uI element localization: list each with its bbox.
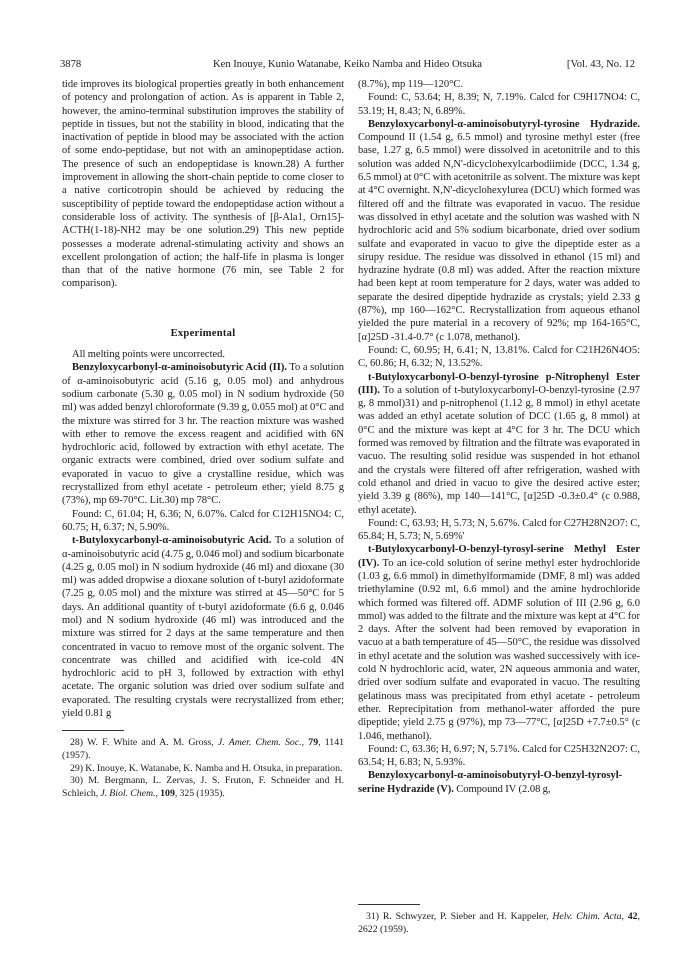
compound-hydrazide-title: Benzyloxycarbonyl-α-aminoisobutyryl-tyrosine Hydrazide. — [368, 118, 640, 130]
compound-III-paragraph — [358, 371, 640, 517]
compound-V-body: Compound IV (2.08 g, — [453, 783, 551, 795]
intro-paragraph: tide improves its biological properties greatly in both enhancement of potency and prolongation of action. As is apparent in Table 2, however, the amino-terminal substitution improves the stability of peptide in tissues, but not the stability in blood, indicating that the inactivation of peptide in blood may be associated with the action of some endo-peptidase, but not with an aminopeptidase action. The presence of such an endopeptidase is known.28) A further improvement in allowing the short-chain peptide to come closer to a native corticotropin should be achieved by reducing the susceptibility of peptide toward the endopeptidase action without a considerable loss of activity. The synthesis of [β-Ala1, Orn15]-ACTH(1-18)-NH2 may be one solution.29) This new peptide possesses a moderate adrenal-stimulating activity and shows an excellent prolongation of action; the half-life in plasma is longer than that of the native hormone (76 min, see Table 2 for comparison). — [62, 79, 344, 290]
compound-IV-title: t-Butyloxycarbonyl-O-benzyl-tyrosyl-serine Methyl Ester (IV). — [358, 544, 640, 569]
compound-IV-body: To an ice-cold solution of serine methyl ester hydrochloride (1.03 g, 6.6 mmol) in dimethylformamide (DMF, 8 ml) was added triethylamine (0.92 ml, 6.6 mmol) and the amine hydrochloride which formed was filtered off. ADMF solution of III (2.96 g, 6.0 mmol) was added to the filtrate and the mixture was kept at 4°C for 2 days. After the solvent had been removed by evaporation in vacuo at a bath temperature of 45—50°C, the residue was dissolved in ethyl acetate and the solution was washed successively with ice-cold N hydrochloric acid, water, 2N aqueous ammonia and water, dried over sodium sulfate and evaporated in vacuo. The resulting gelatinous mass was precipitated from ethyl acetate - petroleum ether. Reprecipitation from methanol-water afforded the pure dipeptide; yield 2.75 g (97%), mp 73—77°C, [α]25D +7.7±0.5° (c 1.046, methanol). — [358, 557, 640, 742]
footnote-rule — [62, 730, 124, 731]
compound-butyl-paragraph — [62, 534, 344, 720]
footnote-rule-right — [358, 904, 420, 905]
compound-III-body: To a solution of t-butyloxycarbonyl-O-benzyl-tyrosine (2.97 g, 8 mmol)31) and p-nitrophenol (1.12 g, 8 mmol) in ethyl acetate was added an ethyl acetate solution of DCC (1.65 g, 8 mmol) at 0°C and the mixture was kept at 4°C for 3 hr. The DCU which formed was removed by filtration and the filtrate was evaporated in vacuo. The resulting solid residue was suspended in hot ethanol and the crystals were filtered off after refrigeration, washed with cold ethanol and dried in vacuo to give the desired active ester; yield 3.39 g (86%), mp 140—141°C, [α]25D -0.3±0.4° (c 0.988, ethyl acetate). — [358, 384, 640, 516]
compound-hydrazide-body: Compound II (1.54 g, 6.5 mmol) and tyrosine methyl ester (free base, 1.27 g, 6.5 mmol) were dissolved in acetonitrile and to this solution was added N,N'-dicyclohexylcarbodiimide (DCC, 1.34 g, 6.5 mmol) at 0°C with acetonitrile as solvent. The mixture was kept at 4°C overnight. N,N'-dicyclohexylurea (DCU) which formed was filtered off and the filtrate was evaporated in vacuo. The residue was dissolved in ethyl acetate and the solution was washed with N hydrochloric acid and 5% sodium bicarbonate, dried over sodium sulfate and evaporated in vacuo to give the dipeptide ester as a sirupy residue. The residue was dissolved in ethanol (15 ml) and hydrazine hydrate (0.8 ml) was added. After the reaction mixture had been kept at room temperature for 2 days, water was added to separate the desired dipeptide hydrazide as crystals; yield 2.33 g (87%), mp 160—162°C. Recrystallization from aqueous ethanol yielded the pure material in a recovery of 92%; mp 164-165°C, [α]25D -31.4-0.7° (c 1.078, methanol). — [358, 132, 640, 343]
left-column — [62, 78, 344, 800]
compound-III-title: t-Butyloxycarbonyl-O-benzyl-tyrosine p-Nitrophenyl Ester (III). — [358, 371, 640, 396]
footnote-28: 28) W. F. White and A. M. Gross, J. Amer. Chem. Soc., 79, 1141 (1957). — [62, 737, 344, 761]
compound-II-paragraph — [62, 361, 344, 507]
compound-IV-found: Found: C, 63.36; H, 6.97; N, 5.71%. Calcd for C25H32N2O7: C, 63.54; H, 6.83; N, 5.93%. — [358, 743, 640, 769]
right-footnote-area — [358, 904, 640, 936]
compound-V-paragraph — [358, 769, 640, 796]
footnote-30: 30) M. Bergmann, L. Zervas, J. S. Fruton, F. Schneider and H. Schleich, J. Biol. Chem., 109, 325 (1935). — [62, 775, 344, 799]
compound-hydrazide-found: Found: C, 60.95; H, 6.41; N, 13.81%. Calcd for C21H26N4O5: C, 60.86; H, 6.32; N, 13.52%. — [358, 344, 640, 370]
footnote-31: 31) R. Schwyzer, P. Sieber and H. Kappeler, Helv. Chim. Acta, 42, 2622 (1959). — [358, 911, 640, 935]
compound-II-title: Benzyloxycarbonyl-α-aminoisobutyric Acid (II). — [72, 362, 287, 374]
running-authors: Ken Inouye, Kunio Watanabe, Keiko Namba and Hideo Otsuka — [212, 59, 483, 70]
compound-V-title: Benzyloxycarbonyl-α-aminoisobutyryl-O-benzyl-tyrosyl-serine Hydrazide (V). — [358, 770, 623, 795]
right-column — [358, 78, 640, 796]
page-header — [60, 57, 635, 73]
compound-II-body: To a solution of α-aminoisobutyric acid (5.16 g, 0.05 mol) and anhydrous sodium carbonate (5.30 g, 0.05 mol) in N sodium hydroxide (50 ml) was added benzyl chloroformate (9.39 g, 0.055 mol) at 0°C and the mixture was stirred for 3 hr. The reaction mixture was washed with ether to remove the excess reagent and acidified with 6N hydrochloric acid, followed by extraction with ethyl acetate. The organic extracts were combined, dried over sodium sulfate and evaporated in vacuo to give a crystalline residue, which was recrystallized from ethyl acetate - petroleum ether; yield 8.75 g (73%), mp 69-70°C. Lit.30) mp 78°C. — [62, 362, 345, 507]
melting-note: All melting points were uncorrected. — [72, 349, 226, 361]
compound-butyl-title: t-Butyloxycarbonyl-α-aminoisobutyric Acid. — [72, 535, 272, 547]
compound-butyl-body: To a solution of α-aminoisobutyric acid (4.75 g, 0.046 mol) and sodium bicarbonate (4.25 g, 0.05 mol) in N sodium hydroxide (46 ml) and dioxane (30 ml) was added dropwise a dioxane solution of t-butyl azidoformate (7.25 g, 0.05 mol) and the mixture was stirred at 45—50°C for 5 days. An additional quantity of t-butyl azidoformate (6.6 g, 0.046 mol) and N sodium hydroxide (46 ml) was introduced and the mixture was stirred for 2 days at the same temperature and then concentrated in vacuo to remove most of the organic solvent. The concentrate was chilled and acidified with ice-cold 4N hydrochloric acid to pH 3, followed by extraction with ethyl acetate. The organic solution was dried over sodium sulfate and evaporated. The resulting crystals were recrystallized from ether; yield 0.81 g — [62, 535, 344, 720]
section-heading: Experimental — [170, 327, 236, 339]
continuation-line: (8.7%), mp 119—120°C. — [358, 79, 463, 90]
compound-III-found: Found: C, 63.93; H, 5.73; N, 5.67%. Calcd for C27H28N2O7: C, 65.84; H, 5.73; N, 5.69%' — [358, 517, 640, 543]
found-1: Found: C, 53.64; H, 8.39; N, 7.19%. Calcd for C9H17NO4: C, 53.19; H, 8.43; N, 6.89%. — [358, 92, 640, 117]
compound-hydrazide-paragraph — [358, 118, 640, 344]
compound-IV-paragraph — [358, 543, 640, 742]
volume-info: [Vol. 43, No. 12 — [566, 59, 635, 70]
compound-II-found: Found: C, 61.04; H, 6.36; N, 6.07%. Calcd for C12H15NO4: C, 60.75; H, 6.37; N, 5.90%. — [62, 508, 344, 533]
page-number: 3878 — [60, 59, 82, 70]
footnote-29: 29) K. Inouye, K. Watanabe, K. Namba and H. Otsuka, in preparation. — [70, 762, 343, 774]
